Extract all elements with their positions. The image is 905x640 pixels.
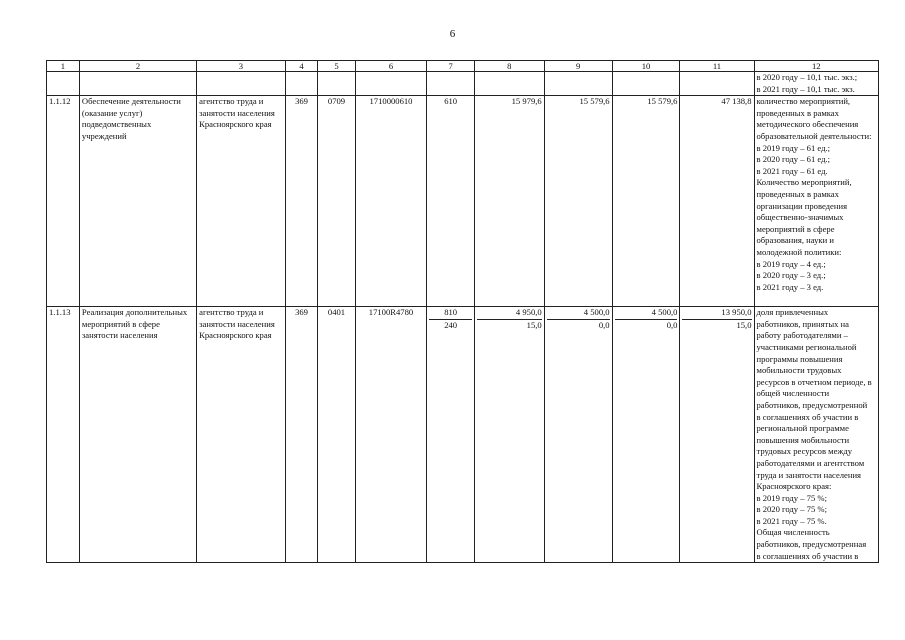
header-col-11: 11 (680, 61, 754, 72)
result-line: в 2021 году – 61 ед. (756, 165, 828, 176)
row-name: Реализация дополнительных мероприятий в сфере занятости населения (79, 307, 196, 563)
row-2021 (612, 307, 680, 563)
row-total-2: 15,0 (736, 319, 752, 330)
row-number: 1.1.13 (47, 307, 80, 563)
row-total (680, 307, 754, 563)
row-csr: 1710000610 (355, 96, 427, 307)
row-result (754, 96, 879, 307)
table-row (47, 307, 879, 563)
result-line: проведенных в рамках (756, 107, 839, 118)
budget-table (46, 60, 879, 563)
row-2019 (474, 307, 544, 563)
header-col-12: 12 (754, 61, 879, 72)
row-2021-2: 0,0 (666, 319, 678, 330)
result-line: ресурсов в отчетном периоде, в (756, 376, 872, 387)
result-line: мобильности трудовых (756, 365, 842, 376)
result-line: в 2021 году – 75 %. (756, 515, 827, 526)
continuation-line: в 2021 году – 10,1 тыс. экз. (756, 83, 855, 94)
result-line: трудовых ресурсов между (756, 446, 853, 457)
result-line: организации проведения (756, 200, 848, 211)
header-col-7: 7 (427, 61, 474, 72)
result-line: образовательной деятельности: (756, 130, 872, 141)
header-col-6: 6 (355, 61, 427, 72)
result-line: региональной программе (756, 423, 849, 434)
result-line: труда и занятости населения (756, 469, 862, 480)
row-number: 1.1.12 (47, 96, 80, 307)
row-agency: агентство труда и занятости населения Красноярского края (197, 96, 285, 307)
result-line: количество мероприятий, (756, 96, 851, 107)
result-line: методического обеспечения (756, 119, 859, 130)
result-line: работников, принятых на (756, 318, 849, 329)
result-line: в 2020 году – 75 %; (756, 504, 827, 515)
continuation-result (754, 72, 879, 96)
row-vr-2: 240 (444, 319, 458, 330)
header-col-9: 9 (544, 61, 612, 72)
row-result (754, 307, 879, 563)
row-2019: 15 979,6 (474, 96, 544, 307)
row-2020-2: 0,0 (598, 319, 610, 330)
result-line: доля привлеченных (756, 307, 829, 318)
row-2020-1: 4 500,0 (547, 307, 610, 320)
result-line: Количество мероприятий, (756, 177, 852, 188)
row-total-1: 13 950,0 (682, 307, 751, 320)
result-line: образования, науки и (756, 235, 834, 246)
header-col-1: 1 (47, 61, 80, 72)
continuation-line: в 2020 году – 10,1 тыс. экз.; (756, 72, 858, 82)
header-col-10: 10 (612, 61, 680, 72)
result-line: в 2020 году – 61 ед.; (756, 154, 831, 165)
row-csr: 17100R4780 (355, 307, 427, 563)
result-line: работников, предусмотренной (756, 399, 868, 410)
table-row (47, 96, 879, 307)
header-col-8: 8 (474, 61, 544, 72)
row-grbs: 369 (285, 96, 318, 307)
result-line: общей численности (756, 388, 830, 399)
result-line: участниками региональной (756, 341, 857, 352)
result-line: Красноярского края: (756, 481, 832, 492)
result-line: работу работодателями – (756, 330, 848, 341)
page-number: 6 (449, 28, 456, 40)
row-2020 (544, 307, 612, 563)
row-rzpr: 0709 (318, 96, 355, 307)
continuation-row (47, 72, 879, 96)
row-agency: агентство труда и занятости населения Красноярского края (197, 307, 285, 563)
row-name: Обеспечение деятельности (оказание услуг) подведомственных учреждений (79, 96, 196, 307)
result-line: работников, предусмотренная (756, 539, 867, 550)
result-line: программы повышения (756, 353, 843, 364)
row-2019-1: 4 950,0 (477, 307, 542, 320)
row-rzpr: 0401 (318, 307, 355, 563)
result-line: в соглашениях об участии в (756, 550, 859, 561)
result-line: повышения мобильности (756, 434, 850, 445)
result-line: Общая численность (756, 527, 830, 538)
header-col-3: 3 (197, 61, 285, 72)
result-line: работодателями и агентством (756, 457, 865, 468)
header-row (47, 61, 879, 72)
header-col-2: 2 (79, 61, 196, 72)
row-2021-1: 4 500,0 (615, 307, 678, 320)
row-vr: 610 (427, 96, 474, 307)
row-2021: 15 579,6 (612, 96, 680, 307)
row-total: 47 138,8 (680, 96, 754, 307)
result-line: проведенных в рамках (756, 188, 839, 199)
result-line: молодежной политики: (756, 246, 842, 257)
result-line: общественно-значимых (756, 212, 844, 223)
result-line: в соглашениях об участии в (756, 411, 859, 422)
result-line: в 2021 году – 3 ед. (756, 281, 824, 292)
header-col-5: 5 (318, 61, 355, 72)
result-line: в 2020 году – 3 ед.; (756, 270, 826, 281)
row-2020: 15 579,6 (544, 96, 612, 307)
row-vr (427, 307, 474, 563)
result-line: в 2019 году – 61 ед.; (756, 142, 831, 153)
header-col-4: 4 (285, 61, 318, 72)
result-line: в 2019 году – 75 %; (756, 492, 827, 503)
row-vr-1: 810 (429, 307, 471, 320)
row-grbs: 369 (285, 307, 318, 563)
result-line: мероприятий в сфере (756, 223, 835, 234)
result-line: в 2019 году – 4 ед.; (756, 258, 826, 269)
row-2019-2: 15,0 (526, 319, 542, 330)
